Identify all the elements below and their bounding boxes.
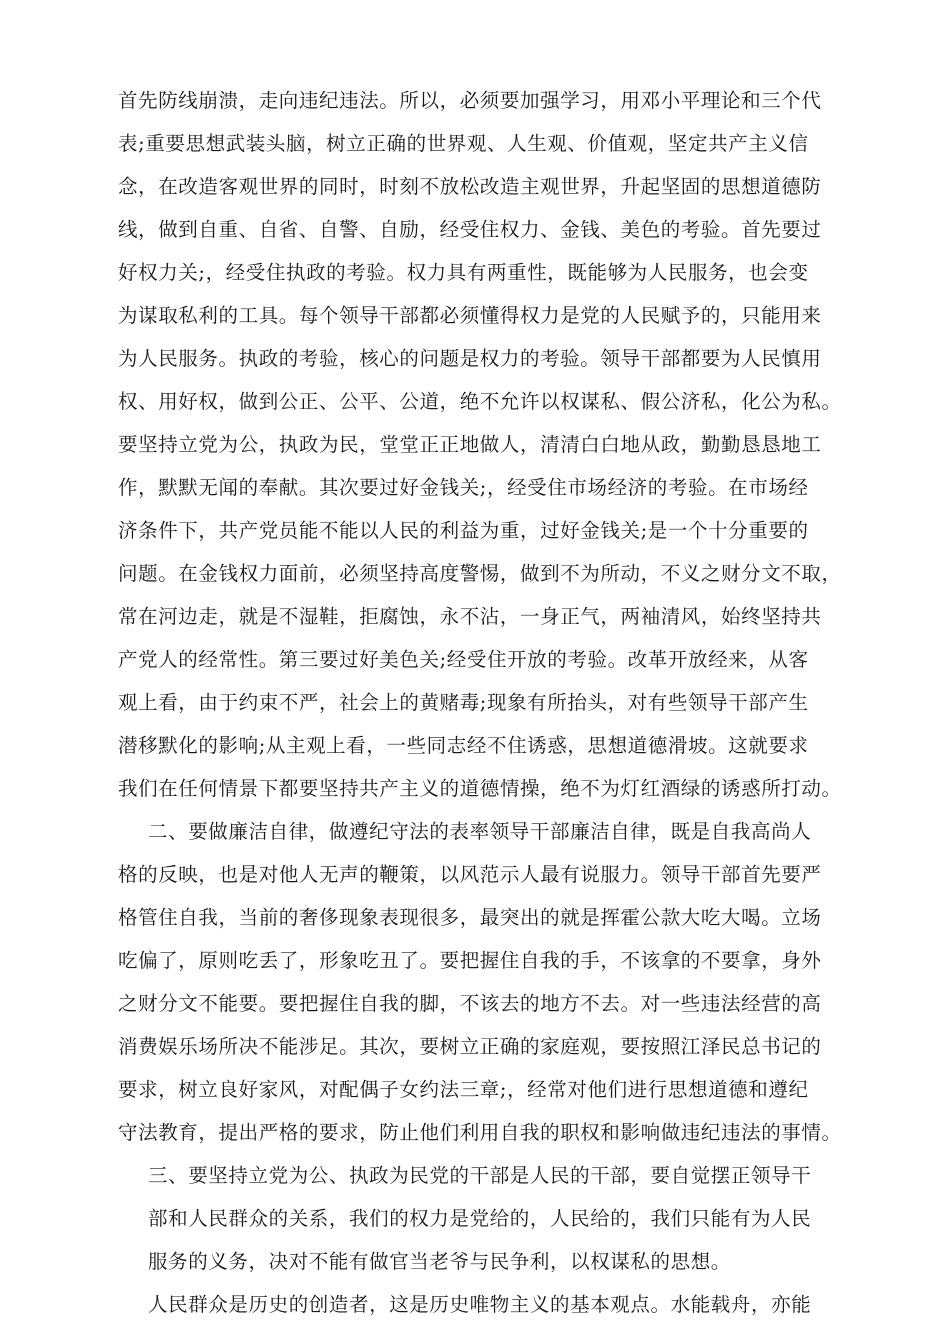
text-line: 问题。在金钱权力面前，必须坚持高度警惕，做到不为所动，不义之财分文不取， xyxy=(118,562,842,585)
text-line: 要坚持立党为公，执政为民，堂堂正正地做人，清清白白地从政，勤勤恳恳地工 xyxy=(118,433,822,456)
text-line: 济条件下，共产党员能不能以人民的利益为重，过好金钱关;是一个十分重要的 xyxy=(118,519,809,542)
text-line: 格的反映，也是对他人无声的鞭策，以风范示人最有说服力。领导干部首先要严 xyxy=(118,863,822,886)
text-line: 为人民服务。执政的考验，核心的问题是权力的考验。领导干部都要为人民慎用 xyxy=(118,347,822,370)
text-line: 吃偏了，原则吃丢了，形象吃丑了。要把握住自我的手，不该拿的不要拿，身外 xyxy=(118,949,822,972)
text-line: 之财分文不能要。要把握住自我的脚，不该去的地方不去。对一些违法经营的高 xyxy=(118,992,822,1015)
text-line: 部和人民群众的关系，我们的权力是党给的，人民给的，我们只能有为人民 xyxy=(148,1207,812,1230)
text-line: 消费娱乐场所决不能涉足。其次，要树立正确的家庭观，要按照江泽民总书记的 xyxy=(118,1035,822,1058)
text-line: 权、用好权，做到公正、公平、公道，绝不允许以权谋私、假公济私，化公为私。 xyxy=(118,390,842,413)
text-line: 常在河边走，就是不湿鞋，拒腐蚀，永不沾，一身正气，两袖清风，始终坚持共 xyxy=(118,605,822,628)
text-line: 线，做到自重、自省、自警、自励，经受住权力、金钱、美色的考验。首先要过 xyxy=(118,218,822,241)
text-line: 念，在改造客观世界的同时，时刻不放松改造主观世界，升起坚固的思想道德防 xyxy=(118,175,822,198)
text-line: 为谋取私利的工具。每个领导干部都必须懂得权力是党的人民赋予的，只能用来 xyxy=(118,304,822,327)
text-line: 作，默默无闻的奉献。其次要过好金钱关;，经受住市场经济的考验。在市场经 xyxy=(118,476,809,499)
text-line: 好权力关;，经受住执政的考验。权力具有两重性，既能够为人民服务，也会变 xyxy=(118,261,809,284)
section-heading-line: 二、要做廉洁自律，做遵纪守法的表率领导干部廉洁自律，既是自我高尚人 xyxy=(148,820,812,843)
text-line: 表;重要思想武装头脑，树立正确的世界观、人生观、价值观，坚定共产主义信 xyxy=(118,132,809,155)
text-line: 守法教育，提出严格的要求，防止他们利用自我的职权和影响做违纪违法的事情。 xyxy=(118,1121,842,1144)
text-line: 服务的义务，决对不能有做官当老爷与民争利，以权谋私的思想。 xyxy=(148,1250,731,1273)
text-line: 要求，树立良好家风，对配偶子女约法三章;，经常对他们进行思想道德和遵纪 xyxy=(118,1078,809,1101)
section-heading-line: 三、要坚持立党为公、执政为民党的干部是人民的干部，要自觉摆正领导干 xyxy=(148,1164,812,1187)
text-line: 产党人的经常性。第三要过好美色关;经受住开放的考验。改革开放经来，从客 xyxy=(118,648,809,671)
text-line: 观上看，由于约束不严，社会上的黄赌毒;现象有所抬头，对有些领导干部产生 xyxy=(118,691,809,714)
text-line: 首先防线崩溃，走向违纪违法。所以，必须要加强学习，用邓小平理论和三个代 xyxy=(118,89,822,112)
text-line: 我们在任何情景下都要坚持共产主义的道德情操，绝不为灯红酒绿的诱惑所打动。 xyxy=(118,777,842,800)
text-line: 人民群众是历史的创造者，这是历史唯物主义的基本观点。水能载舟，亦能 xyxy=(148,1293,812,1316)
text-line: 格管住自我，当前的奢侈现象表现很多，最突出的就是挥霍公款大吃大喝。立场 xyxy=(118,906,822,929)
text-line: 潜移默化的影响;从主观上看，一些同志经不住诱惑，思想道德滑坡。这就要求 xyxy=(118,734,809,757)
